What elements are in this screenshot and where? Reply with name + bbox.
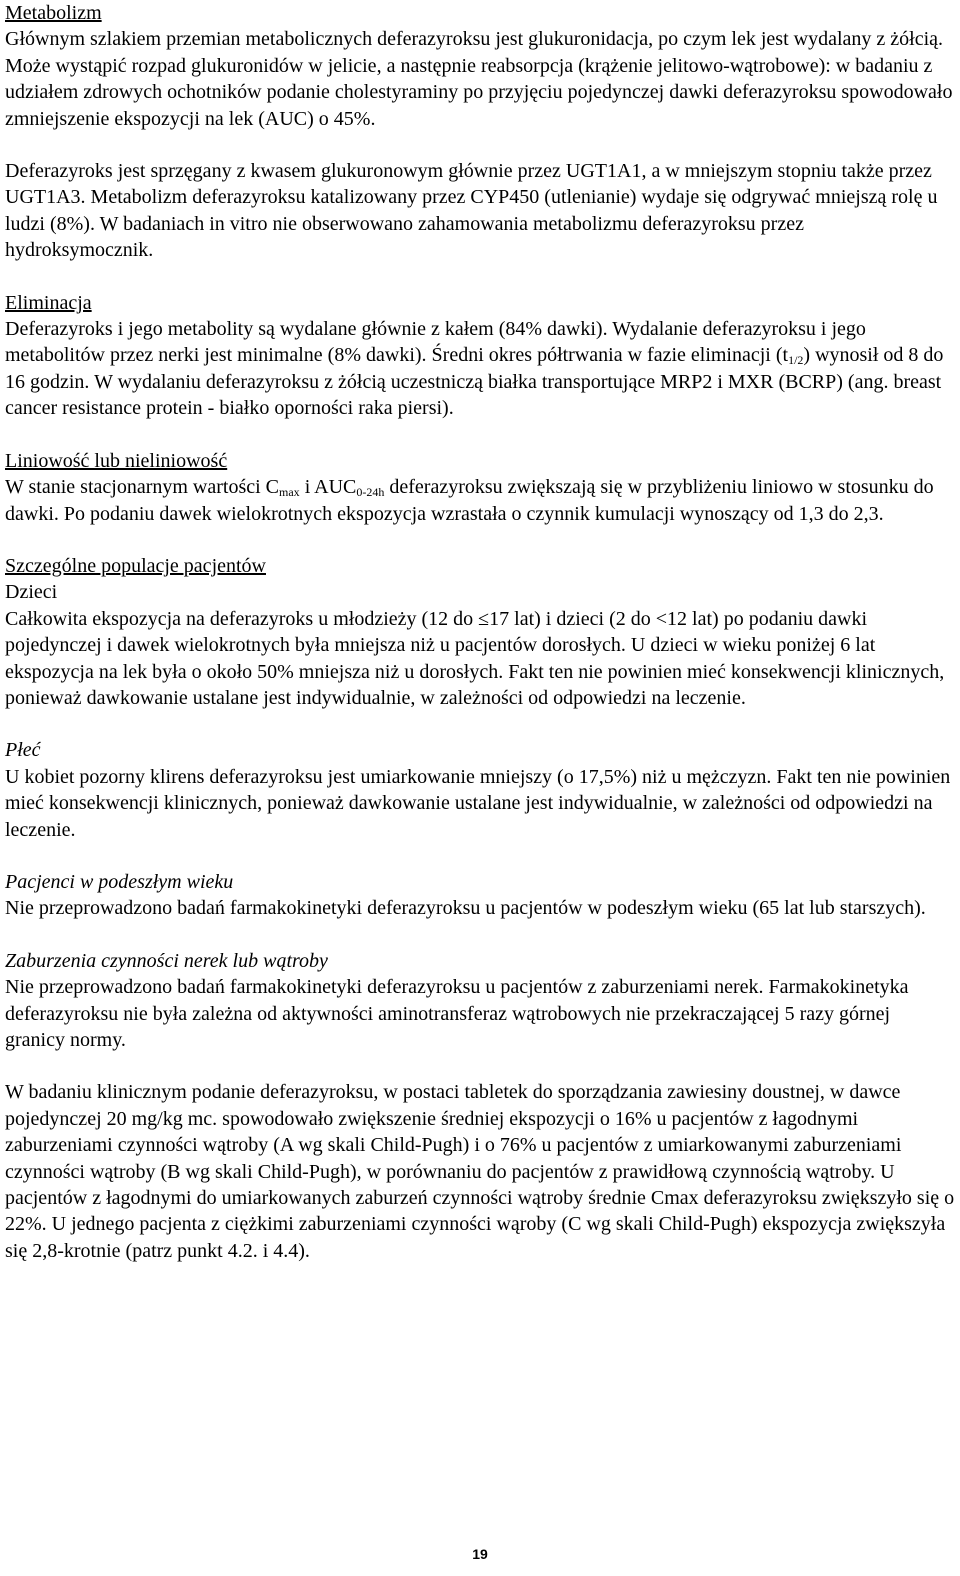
linearity-heading: Liniowość lub nieliniowość: [5, 449, 228, 472]
linearity-text-c: deferazyroksu zwiększają się w przybliżeniu liniowo w stosunku do dawki. Po podaniu dawek wielokrotnych ekspozycja wzrastała o czynnik kumulacji wynoszący od 1,3 do 2,3.: [5, 476, 934, 525]
renal-hepatic-paragraph-2: W badaniu klinicznym podanie deferazyroksu, w postaci tabletek do sporządzania zawiesiny doustnej, w dawce pojedynczej 20 mg/kg mc. spowodowało zwiększenie średniej ekspozycji o 16% u pacjentów z łagodnymi zaburzeniami czynności wątroby (A wg skali Child-Pugh) i o 76% u pacjentów z umiarkowanymi zaburzeniami czynności wątroby (B wg skali Child-Pugh), w porównaniu do pacjentów z prawidłową czynnością wątroby. U pacjentów z łagodnymi do umiarkowanych zaburzeń czynności wątroby średnie Cmax deferazyroksu zwiększyło się o 22%. U jednego pacjenta z ciężkimi zaburzeniami czynności wąroby (C wg skali Child-Pugh) ekspozycja zwiększyła się 2,8-krotnie (patrz punkt 4.2. i 4.4).: [5, 1081, 955, 1262]
children-paragraph: [5, 606, 955, 712]
sex-heading: Płeć: [5, 739, 41, 762]
renal-hepatic-heading: Zaburzenia czynności nerek lub wątroby: [5, 949, 328, 972]
document-page: [5, 0, 955, 1264]
linearity-paragraph: [5, 474, 955, 527]
elderly-paragraph: Nie przeprowadzono badań farmakokinetyki deferazyroksu u pacjentów w podeszłym wieku (65 lat lub starszych).: [5, 897, 926, 920]
linearity-text-a: W stanie stacjonarnym wartości C: [5, 476, 280, 499]
children-heading: Dzieci: [5, 581, 58, 604]
cmax-subscript: max: [279, 485, 300, 500]
elimination-heading: Eliminacja: [5, 291, 92, 314]
linearity-text-b: i AUC: [299, 476, 357, 499]
children-text-a: Całkowita ekspozycja na deferazyroks u młodzieży (12 do: [5, 607, 479, 630]
children-text-b: 17 lat) i dzieci (2 do <12 lat) po podaniu dawki pojedynczej i dawek wielokrotnych była mniejsza niż u pacjentów dorosłych. U dzieci w wieku poniżej 6 lat ekspozycja na lek była o około 50% mniejsza niż u dorosłych. Fakt ten nie powinien mieć konsekwencji klinicznych, ponieważ dawkowanie ustalane jest indywidualnie, w zależności od odpowiedzi na leczenie.: [5, 607, 945, 709]
auc-subscript: 0-24h: [356, 485, 385, 500]
page-number: 19: [472, 1546, 488, 1562]
elderly-heading: Pacjenci w podeszłym wieku: [5, 870, 234, 893]
sex-paragraph: U kobiet pozorny klirens deferazyroksu jest umiarkowanie mniejszy (o 17,5%) niż u mężczyzn. Fakt ten nie powinien mieć konsekwencji klinicznych, ponieważ dawkowanie ustalane jest indywidualnie, w zależności od odpowiedzi na leczenie.: [5, 765, 951, 841]
elimination-text-b: ) wynosił od 8 do 16 godzin. W wydalaniu deferazyroksu z żółcią uczestniczą białka transportujące MRP2 i MXR (BCRP) (ang. breast cancer resistance protein - białko oporności raka piersi).: [5, 344, 944, 420]
special-populations-heading: Szczególne populacje pacjentów: [5, 554, 266, 577]
metabolism-paragraph-1: Głównym szlakiem przemian metabolicznych deferazyroksu jest glukuronidacja, po czym lek jest wydalany z żółcią. Może wystąpić rozpad glukuronidów w jelicie, a następnie reabsorpcja (krążenie jelitowo-wątrobowe): w badaniu z udziałem zdrowych ochotników podanie cholestyraminy po przyjęciu pojedynczej dawki deferazyroksu spowodowało zmniejszenie ekspozycji na lek (AUC) o 45%.: [5, 28, 953, 130]
metabolism-paragraph-2: Deferazyroks jest sprzęgany z kwasem glukuronowym głównie przez UGT1A1, a w mniejszym stopniu także przez UGT1A3. Metabolizm deferazyroksu katalizowany przez CYP450 (utlenianie) wydaje się odgrywać mniejszą rolę u ludzi (8%). W badaniach in vitro nie obserwowano zahamowania metabolizmu deferazyroksu przez hydroksymocznik.: [5, 160, 938, 262]
half-life-subscript: 1/2: [788, 353, 804, 368]
elimination-paragraph: [5, 316, 955, 422]
less-equal-symbol: ≤: [478, 607, 490, 630]
renal-hepatic-paragraph-1: Nie przeprowadzono badań farmakokinetyki deferazyroksu u pacjentów z zaburzeniami nerek. Farmakokinetyka deferazyroksu nie była zależna od aktywności aminotransferaz wątrobowych nie przekraczającej 5 razy górnej granicy normy.: [5, 976, 909, 1051]
metabolism-heading: Metabolizm: [5, 2, 102, 24]
elimination-text-a: Deferazyroks i jego metabolity są wydalane głównie z kałem (84% dawki). Wydalanie deferazyroksu i jego metabolitów przez nerki jest minimalne (8% dawki). Średni okres półtrwania w fazie eliminacji (t: [5, 318, 866, 367]
